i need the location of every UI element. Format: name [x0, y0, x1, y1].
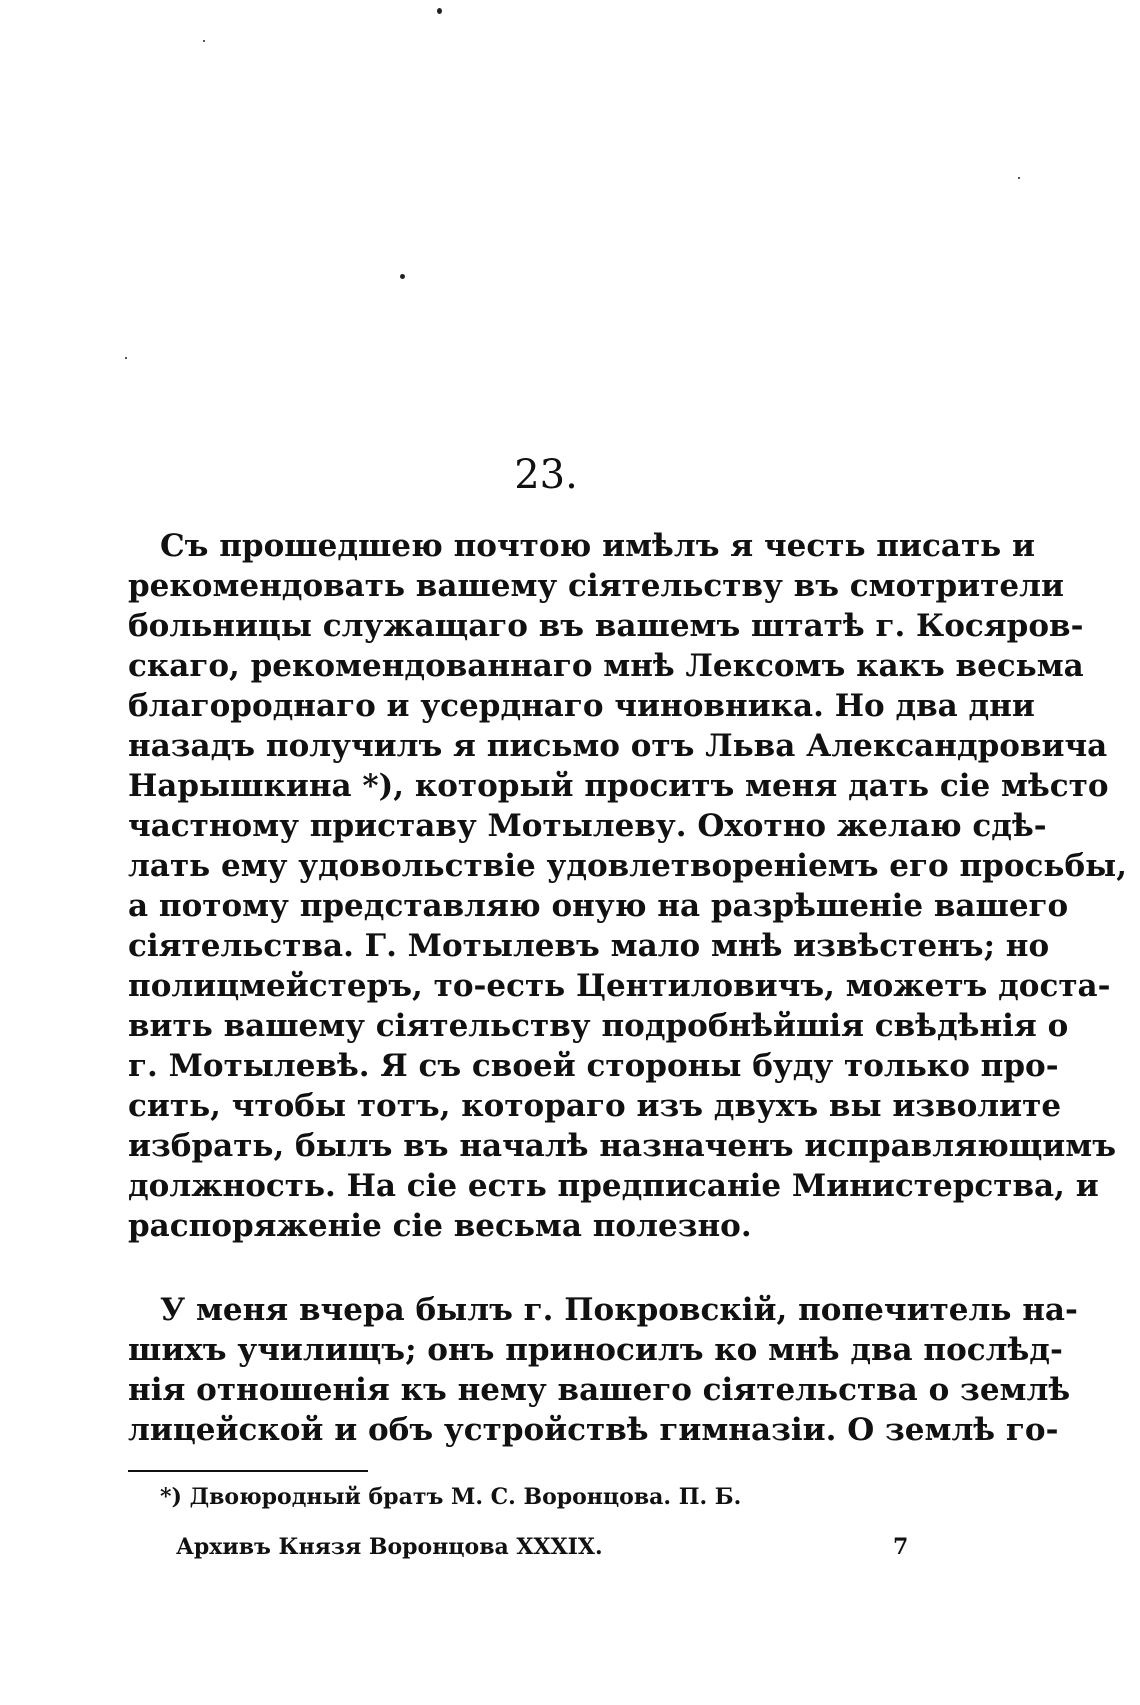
paragraph-1 — [128, 526, 1127, 1246]
text-line: Съ прошедшею почтою имѣлъ я честь писать и — [160, 528, 1035, 564]
text-line: шихъ училищъ; онъ приносилъ ко мнѣ два послѣд- — [128, 1332, 1063, 1368]
text-line: частному приставу Мотылеву. Охотно желаю сдѣ- — [128, 808, 1047, 844]
text-line: лать ему удовольствіе удовлетвореніемъ его просьбы, — [128, 848, 1127, 884]
footnote: *) Двоюродный братъ М. С. Воронцова. П. Б. — [160, 1484, 742, 1510]
text-line: назадъ получилъ я письмо отъ Льва Александровича — [128, 728, 1108, 764]
footnote-rule — [128, 1470, 368, 1472]
text-line: должность. На сіе есть предписаніе Министерства, и — [128, 1168, 1099, 1204]
ink-speck — [400, 274, 405, 279]
text-line: распоряженіе сіе весьма полезно. — [128, 1208, 752, 1244]
ink-speck — [437, 8, 442, 14]
text-line: сить, чтобы тотъ, котораго изъ двухъ вы изволите — [128, 1088, 1062, 1124]
text-line: г. Мотылевѣ. Я съ своей стороны буду только про- — [128, 1048, 1059, 1084]
text-line: сіятельства. Г. Мотылевъ мало мнѣ извѣстенъ; но — [128, 928, 1050, 964]
text-line: вить вашему сіятельству подробнѣйшія свѣдѣнія о — [128, 1008, 1069, 1044]
ink-speck — [125, 357, 127, 359]
paragraph-2 — [128, 1290, 1078, 1450]
text-line: избрать, былъ въ началѣ назначенъ исправляющимъ — [128, 1128, 1117, 1164]
text-line: полицмейстеръ, то-есть Центиловичъ, можетъ доста- — [128, 968, 1111, 1004]
text-line: благороднаго и усерднаго чиновника. Но два дни — [128, 688, 1035, 724]
text-line: больницы служащаго въ вашемъ штатѣ г. Косяров- — [128, 608, 1084, 644]
text-line: нія отношенія къ нему вашего сіятельства о землѣ — [128, 1372, 1071, 1408]
text-line: скаго, рекомендованнаго мнѣ Лексомъ какъ весьма — [128, 648, 1084, 684]
signature-line: Архивъ Князя Воронцова XXXIX. — [176, 1534, 603, 1560]
text-line: У меня вчера былъ г. Покровскій, попечитель на- — [160, 1292, 1078, 1328]
ink-speck — [203, 40, 205, 42]
sheet-number: 7 — [893, 1534, 909, 1560]
text-line: лицейской и объ устройствѣ гимназіи. О землѣ го- — [128, 1412, 1059, 1448]
text-line: рекомендовать вашему сіятельству въ смотрители — [128, 568, 1064, 604]
text-line: а потому представляю оную на разрѣшеніе вашего — [128, 888, 1069, 924]
ink-speck — [1018, 177, 1020, 179]
text-line: Нарышкина *), который проситъ меня дать сіе мѣсто — [128, 768, 1109, 804]
letter-number: 23. — [514, 452, 578, 498]
